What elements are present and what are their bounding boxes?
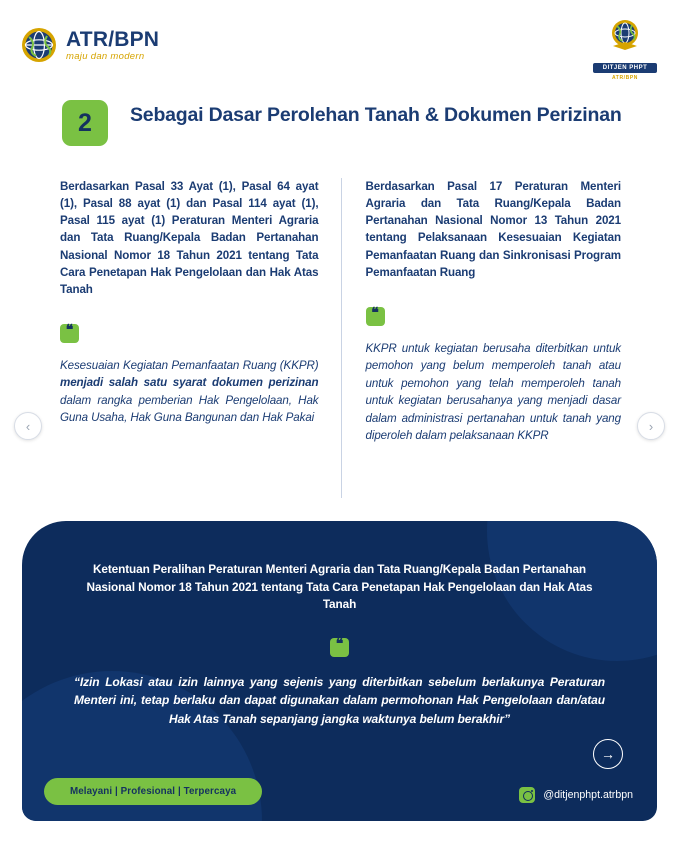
quote-part-pre: Kesesuaian Kegiatan Pemanfaatan Ruang (KKPR)	[60, 359, 319, 373]
quote-part-bold: menjadi salah satu syarat dokumen perizinan	[60, 376, 319, 390]
section-heading	[62, 100, 639, 146]
quote-mark-icon: ❝	[60, 324, 79, 343]
column-right	[341, 178, 622, 498]
page-bottom-margin	[0, 830, 679, 850]
chevron-left-icon[interactable]: ‹	[14, 412, 42, 440]
quote-part-pre: KKPR untuk kegiatan berusaha diterbitkan untuk pemohon yang belum memperoleh tanah atau untuk pemohon yang telah memperoleh tanah untuk kegiatan berusahanya yang menjadi dasar dalam administrasi pertanahan untuk tanah yang diperoleh dalam pelaksanaan KKPR	[365, 341, 621, 442]
panel-quote-text: “Izin Lokasi atau izin lainnya yang sejenis yang diterbitkan sebelum berlakunya Peraturan Menteri ini, tetap berlaku dan dapat digunakan dalam permohonan Hak Pengelolaan dan/atau Hak Atas Tanah sepanjang jangka waktunya belum berakhir”	[74, 675, 605, 726]
government-crest-icon	[607, 43, 643, 60]
slide-header	[0, 0, 679, 86]
brand-subtitle: maju dan modern	[66, 50, 145, 62]
brand-logo	[20, 26, 159, 64]
globe-icon	[20, 26, 58, 64]
column-quote	[366, 340, 622, 444]
page-title: Sebagai Dasar Perolehan Tanah & Dokumen Perizinan	[130, 104, 622, 126]
quote-part-post: dalam rangka pemberian Hak Pengelolaan, Hak Guna Usaha, Hak Guna Bangunan dan Hak Pakai	[60, 393, 319, 425]
quote-mark-icon: ❝	[330, 638, 349, 657]
column-left	[60, 178, 341, 498]
section-number-badge: 2	[62, 100, 108, 146]
social-handle[interactable]	[519, 787, 633, 803]
ditjen-ribbon-sub: ATR/BPN	[611, 75, 639, 81]
quote-mark-icon: ❝	[366, 307, 385, 326]
ditjen-logo	[593, 18, 657, 81]
ditjen-ribbon: DITJEN PHPT	[593, 63, 657, 73]
chevron-right-icon[interactable]: ›	[637, 412, 665, 440]
column-body-text: Berdasarkan Pasal 17 Peraturan Menteri Agraria dan Tata Ruang/Kepala Badan Pertanahan Nasional Nomor 13 Tahun 2021 tentang Pelaksanaan Kesesuaian Kegiatan Pemanfaatan Ruang dan Sinkronisasi Program Pemanfaatan Ruang	[365, 180, 621, 279]
content-columns	[60, 178, 621, 498]
column-body-text: Berdasarkan Pasal 33 Ayat (1), Pasal 64 ayat (1), Pasal 88 ayat (1) dan Pasal 114 ayat (1), Pasal 115 ayat (1) Peraturan Menteri Agraria dan Tata Ruang/Kepala Badan Pertanahan Nasional Nomor 18 Tahun 2021 tentang Tata Cara Penetapan Hak Pengelolaan dan Hak Atas Tanah	[60, 180, 319, 296]
arrow-right-icon[interactable]: →	[593, 739, 623, 769]
social-handle-text: @ditjenphpt.atrbpn	[543, 789, 633, 801]
brand-title: ATR/BPN	[66, 27, 160, 51]
column-quote	[60, 357, 319, 427]
instagram-icon	[519, 787, 535, 803]
panel-lead-text: Ketentuan Peralihan Peraturan Menteri Agraria dan Tata Ruang/Kepala Badan Pertanahan Nasional Nomor 18 Tahun 2021 tentang Tata Cara Penetapan Hak Pengelolaan dan Hak Atas Tanah	[86, 562, 593, 612]
transition-provision-panel	[22, 521, 657, 821]
tagline-badge: Melayani | Profesional | Terpercaya	[44, 778, 262, 805]
